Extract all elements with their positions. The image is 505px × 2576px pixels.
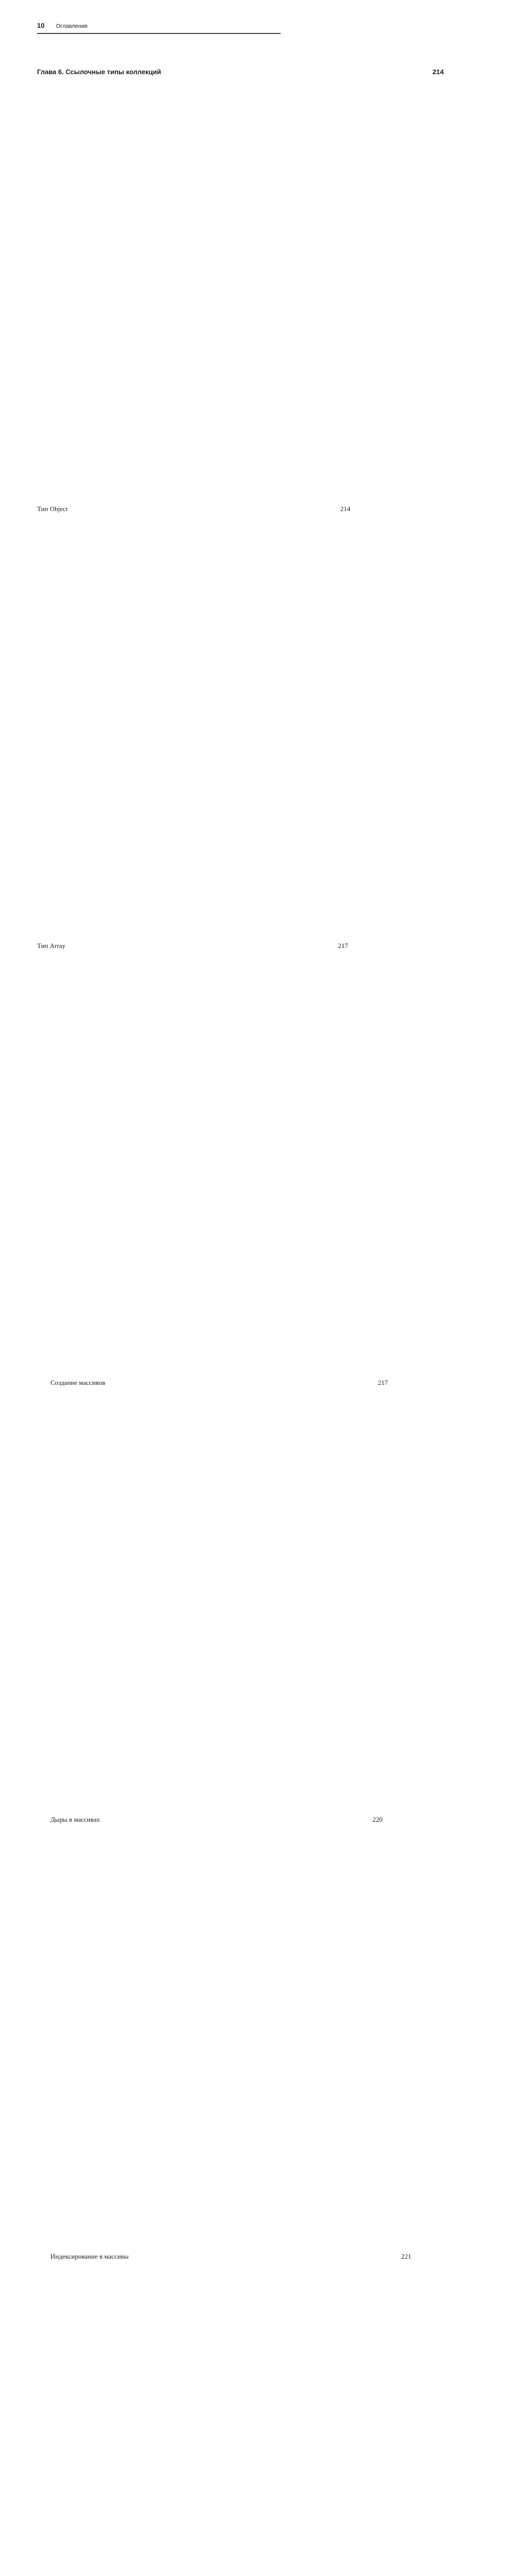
toc-entry-label: Тип Array xyxy=(37,942,66,950)
toc-entry-page: 217 xyxy=(377,1379,388,1386)
toc-entry-page: 214 xyxy=(340,505,351,513)
toc-entry xyxy=(37,483,351,920)
toc-entry-label: Индексирование в массивы xyxy=(50,2252,129,2260)
toc-entry xyxy=(37,1793,383,2230)
folio-page-number: 10 xyxy=(37,22,45,29)
toc-entry-page: 214 xyxy=(432,68,444,76)
toc-entry-label: Создание массивов xyxy=(50,1379,106,1386)
toc-entry xyxy=(37,2230,411,2576)
toc-entry-label: Глава 6. Ссылочные типы коллекций xyxy=(37,68,161,76)
running-head xyxy=(37,22,281,34)
toc-entry-label: Дыры в массивах xyxy=(50,1816,100,1823)
running-head-title: Оглавление xyxy=(56,23,88,29)
toc-entry-page: 220 xyxy=(372,1816,383,1823)
toc-entry-label: Тип Object xyxy=(37,505,68,513)
toc-entry-page: 217 xyxy=(338,942,349,950)
toc-list xyxy=(37,46,444,2576)
toc-entry-page: 221 xyxy=(401,2252,411,2260)
toc-entry xyxy=(37,46,444,483)
toc-entry xyxy=(37,1357,388,1793)
toc-entry xyxy=(37,920,349,1357)
